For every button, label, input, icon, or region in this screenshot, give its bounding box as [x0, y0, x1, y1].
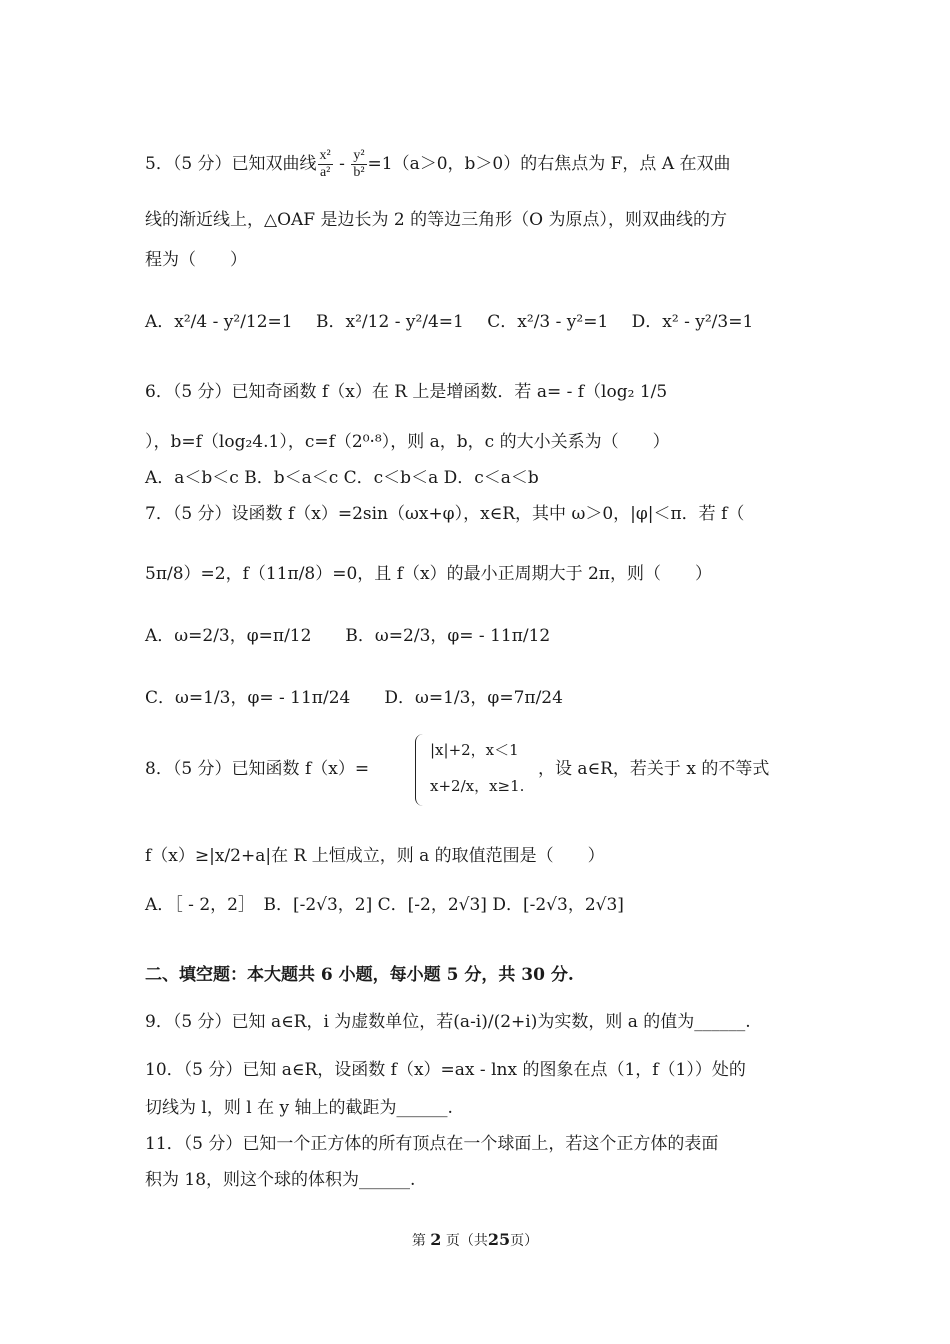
q5-line3: 程为（ ）: [145, 250, 247, 270]
page-number: 2: [430, 1230, 442, 1249]
section-heading-fill-in: 二、填空题：本大题共 6 小题，每小题 5 分，共 30 分.: [145, 965, 574, 985]
q5-option-b: B．x²/12 - y²/4=1: [316, 312, 464, 332]
q10-line2: 切线为 l，则 l 在 y 轴上的截距为______.: [145, 1098, 453, 1118]
page-total: 25: [487, 1230, 511, 1249]
q8-case2: x+2/x，x≥1.: [430, 777, 525, 795]
q7-options-ab: A．ω=2/3，φ=π/12 B．ω=2/3，φ= - 11π/12: [145, 626, 551, 646]
q5-option-a: A．x²/4 - y²/12=1: [145, 312, 293, 332]
q8-options: A．［ - 2，2］ B．[-2√3，2] C．[-2，2√3] D．[-2√3，2√3]: [145, 895, 624, 915]
q7-line2: 5π/8）=2，f（11π/8）=0，且 f（x）的最小正周期大于 2π，则（ ）: [145, 564, 712, 584]
q7-line1: 7．（5 分）设函数 f（x）=2sin（ωx+φ），x∈R，其中 ω＞0，|φ|＜π．若 f（: [145, 504, 745, 524]
q8-line1-left: 8．（5 分）已知函数 f（x）=: [145, 759, 370, 779]
q5-line2: 线的渐近线上，△OAF 是边长为 2 的等边三角形（O 为原点），则双曲线的方: [145, 210, 727, 230]
q8-piecewise-brace: [415, 734, 424, 806]
q11-line1: 11．（5 分）已知一个正方体的所有顶点在一个球面上，若这个正方体的表面: [145, 1134, 719, 1154]
q8-piecewise: [430, 732, 524, 804]
q8-line1-right: ，设 a∈R，若关于 x 的不等式: [538, 759, 770, 779]
q5-options: [145, 310, 810, 334]
q7-options-cd: C．ω=1/3，φ= - 11π/24 D．ω=1/3，φ=7π/24: [145, 688, 563, 708]
q5-line1: 5．（5 分）已知双曲线 $\frac{\text{x²}}{\text{a²}}$ - $\frac{\text{y²}}{\text{b²}}$ =1（a＞0，b＞0）的右焦点为 F，点 A 在双曲: [145, 148, 731, 180]
q5-option-d: D．x² - y²/3=1: [631, 312, 754, 332]
q5-frac-y2-b2: $\frac{\text{y²}}{\text{b²}}$: [353, 148, 365, 180]
q6-line2: ），b=f（log₂4.1），c=f（2⁰·⁸），则 a，b，c 的大小关系为（ ）: [145, 432, 670, 452]
q10-line1: 10．（5 分）已知 a∈R，设函数 f（x）=ax - lnx 的图象在点（1，f（1））处的: [145, 1060, 746, 1080]
q6-options: A．a＜b＜c B．b＜a＜c C．c＜b＜a D．c＜a＜b: [145, 468, 539, 488]
q9-line: 9．（5 分）已知 a∈R，i 为虚数单位，若(a-i)/(2+i)为实数，则 a 的值为______.: [145, 1012, 751, 1032]
q6-line1: 6．（5 分）已知奇函数 f（x）在 R 上是增函数．若 a= - f（log₂ 1/5: [145, 382, 668, 402]
q11-line2: 积为 18，则这个球的体积为______.: [145, 1170, 416, 1190]
page-footer: 第 2 页（共25页）: [411, 1230, 539, 1249]
q5-frac-x2-a2: $\frac{\text{x²}}{\text{a²}}$: [319, 148, 331, 180]
q8-line2: f（x）≥|x/2+a|在 R 上恒成立，则 a 的取值范围是（ ）: [145, 846, 605, 866]
q8-case1: |x|+2，x＜1: [430, 741, 519, 759]
q5-option-c: C．x²/3 - y²=1: [487, 312, 609, 332]
